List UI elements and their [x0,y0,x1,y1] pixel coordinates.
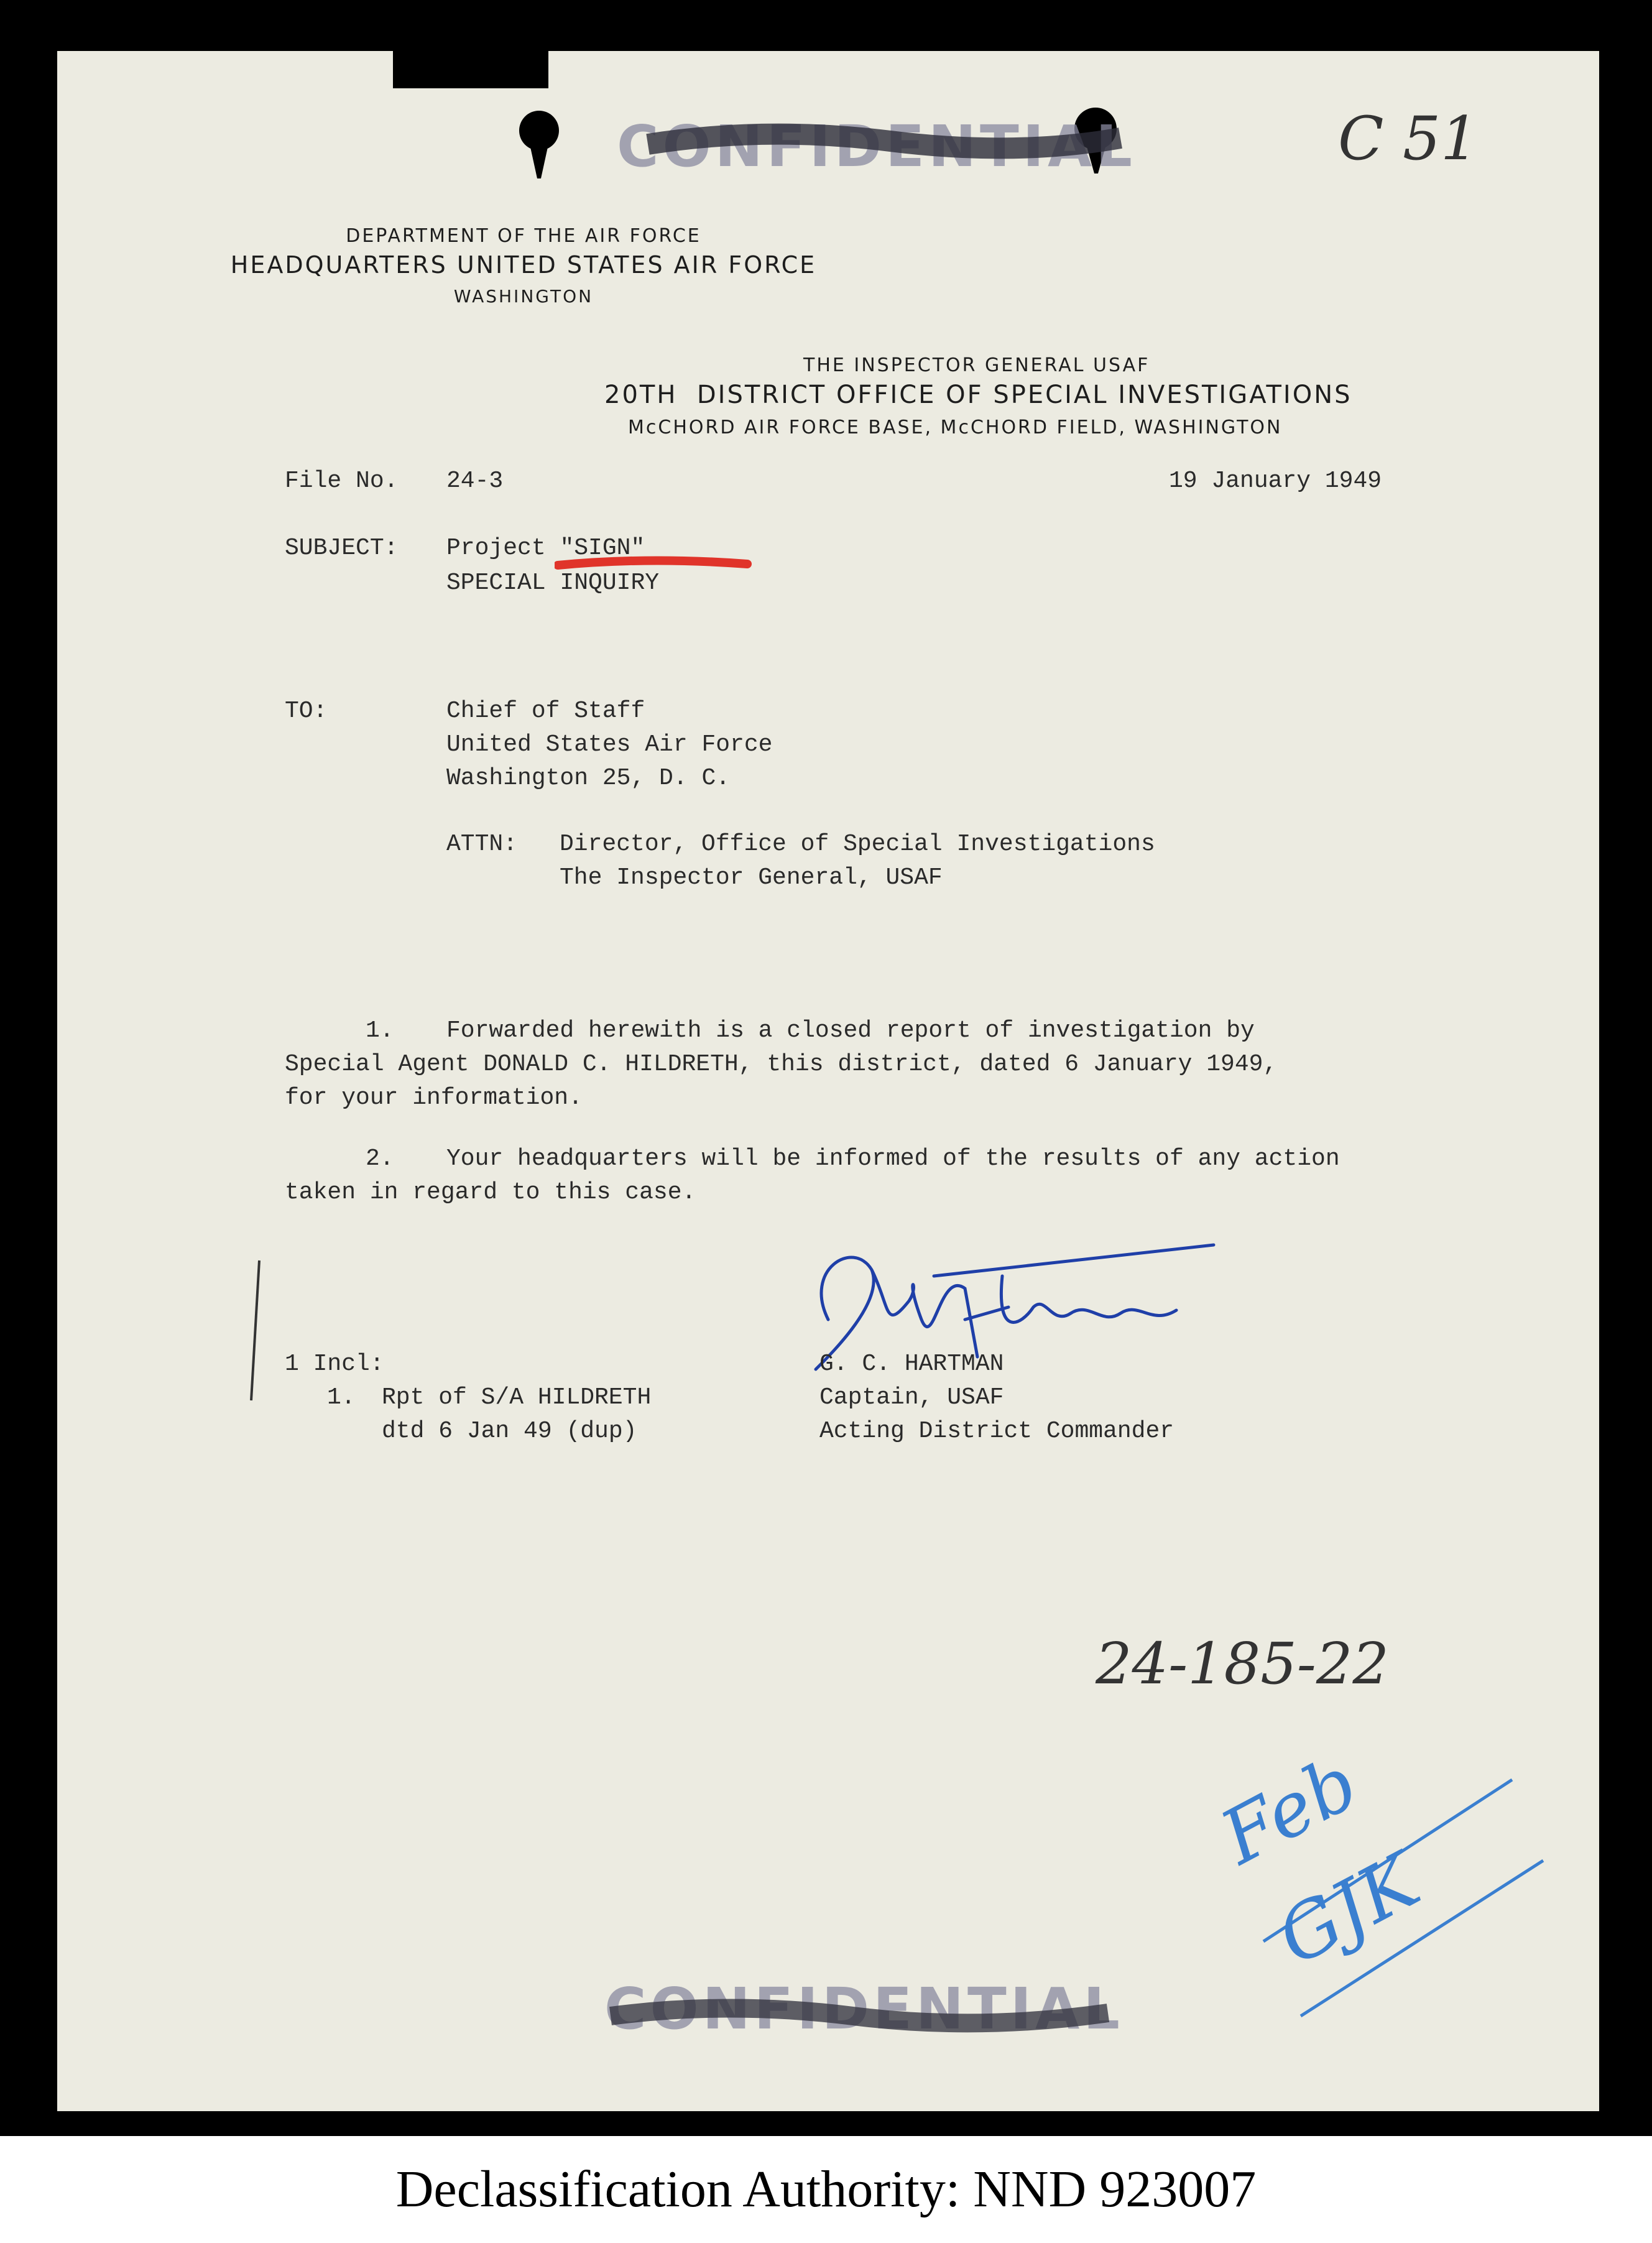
office-district-name: DISTRICT OFFICE OF SPECIAL INVESTIGATIONS [696,381,1352,409]
attn-line: Director, Office of Special Investigations [560,831,1155,858]
office-district [604,381,1352,409]
handwritten-initials-1: Feb [1207,1739,1372,1882]
letterhead-headquarters: HEADQUARTERS UNITED STATES AIR FORCE [230,251,817,279]
confidential-stamp-bottom: CONFIDENTIAL [604,1976,1124,2042]
office-district-ordinal: 20TH [604,381,678,409]
enclosure-item-line: Rpt of S/A HILDRETH [382,1384,652,1411]
declassification-text: Declassification Authority: NND 923007 [395,2160,1257,2218]
margin-pencil-mark [244,1257,269,1407]
file-number-label: File No. [285,468,399,494]
subject-prefix: Project [446,535,560,562]
letterhead-department: DEPARTMENT OF THE AIR FORCE [346,225,701,247]
enclosure-item-line: dtd 6 Jan 49 (dup) [382,1418,637,1445]
declassification-footer [0,2136,1652,2243]
document-page [57,51,1599,2111]
redaction-scribble-bottom [604,1991,1114,2041]
handwritten-corner-mark: C 51 [1338,104,1479,173]
paragraph-1-number: 1. [366,1017,394,1044]
paragraph-1-line: for your information. [285,1085,583,1111]
enclosure-item-number: 1. [327,1384,356,1411]
signer-title: Acting District Commander [819,1418,1174,1445]
redaction-scribble-top [642,113,1127,169]
enclosure-count: 1 Incl: [285,1351,384,1377]
paragraph-2-line: taken in regard to this case. [285,1179,696,1206]
to-label: TO: [285,698,328,724]
pencil-slash-lines [1251,1767,1549,2028]
signer-rank: Captain, USAF [819,1384,1004,1411]
subject-label: SUBJECT: [285,535,399,562]
confidential-stamp-top: CONFIDENTIAL [617,113,1136,180]
letterhead-location: WASHINGTON [453,286,594,307]
file-number-value: 24-3 [446,468,504,494]
handwritten-file-number: 24-185-22 [1096,1630,1389,1697]
torn-edge [393,51,548,88]
paragraph-1-line: Forwarded herewith is a closed report of investigation by [446,1017,1255,1044]
office-base: McCHORD AIR FORCE BASE, McCHORD FIELD, WASHINGTON [628,417,1283,438]
paragraph-2-number: 2. [366,1145,394,1172]
attn-line: The Inspector General, USAF [560,864,943,891]
recipient-line: United States Air Force [446,731,773,758]
signer-name: G. C. HARTMAN [819,1351,1004,1377]
recipient-line: Washington 25, D. C. [446,765,731,792]
attn-label: ATTN: [446,831,518,858]
recipient-line: Chief of Staff [446,698,645,724]
handwritten-initials-2: GJK [1264,1838,1433,1982]
punch-hole-left [511,107,586,188]
letter-date: 19 January 1949 [1169,468,1382,494]
subject-line2: SPECIAL INQUIRY [446,570,660,596]
paragraph-2-line: Your headquarters will be informed of the results of any action [446,1145,1340,1172]
subject-project-name: "SIGN" [560,535,645,562]
paragraph-1-line: Special Agent DONALD C. HILDRETH, this district, dated 6 January 1949, [285,1051,1278,1078]
office-inspector-general: THE INSPECTOR GENERAL USAF [803,354,1150,376]
